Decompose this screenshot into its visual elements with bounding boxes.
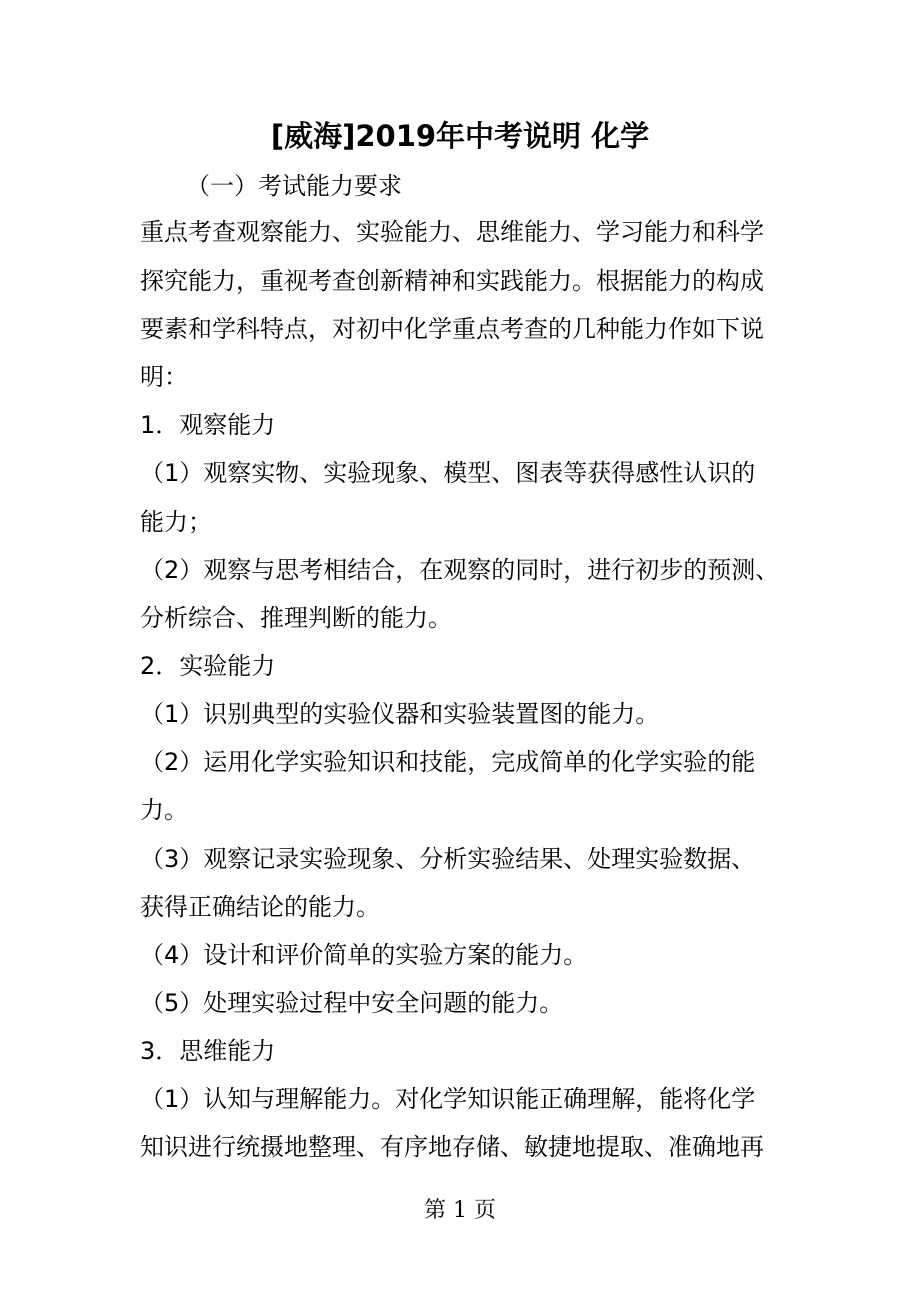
heading-observation: 1．观察能力 bbox=[140, 411, 276, 439]
observation-item-1-cont: 能力； bbox=[140, 508, 212, 536]
experiment-item-4: （4）设计和评价简单的实验方案的能力。 bbox=[140, 941, 588, 969]
experiment-item-2-cont: 力。 bbox=[140, 796, 188, 824]
experiment-item-1: （1）识别典型的实验仪器和实验装置图的能力。 bbox=[140, 700, 660, 728]
experiment-item-2: （2）运用化学实验知识和技能，完成简单的化学实验的能 bbox=[140, 748, 756, 776]
experiment-item-3-cont: 获得正确结论的能力。 bbox=[140, 893, 380, 921]
observation-item-1: （1）观察实物、实验现象、模型、图表等获得感性认识的 bbox=[140, 459, 756, 487]
section-heading: （一）考试能力要求 bbox=[186, 172, 402, 200]
heading-thinking: 3．思维能力 bbox=[140, 1037, 276, 1065]
document-title: [威海]2019年中考说明 化学 bbox=[270, 119, 650, 153]
observation-item-2-cont: 分析综合、推理判断的能力。 bbox=[140, 604, 452, 632]
thinking-item-1: （1）认知与理解能力。对化学知识能正确理解，能将化学 bbox=[140, 1085, 756, 1113]
observation-item-2: （2）观察与思考相结合，在观察的同时，进行初步的预测、 bbox=[140, 556, 780, 584]
thinking-item-1-cont: 知识进行统摄地整理、有序地存储、敏捷地提取、准确地再 bbox=[140, 1133, 764, 1161]
page-number: 第 1 页 bbox=[424, 1198, 496, 1223]
intro-line-2: 探究能力，重视考查创新精神和实践能力。根据能力的构成 bbox=[140, 267, 764, 295]
experiment-item-3: （3）观察记录实验现象、分析实验结果、处理实验数据、 bbox=[140, 845, 756, 873]
intro-line-4: 明： bbox=[140, 363, 188, 391]
intro-line-3: 要素和学科特点，对初中化学重点考查的几种能力作如下说 bbox=[140, 315, 764, 343]
intro-line-1: 重点考查观察能力、实验能力、思维能力、学习能力和科学 bbox=[140, 218, 764, 246]
heading-experiment: 2．实验能力 bbox=[140, 652, 276, 680]
experiment-item-5: （5）处理实验过程中安全问题的能力。 bbox=[140, 989, 564, 1017]
